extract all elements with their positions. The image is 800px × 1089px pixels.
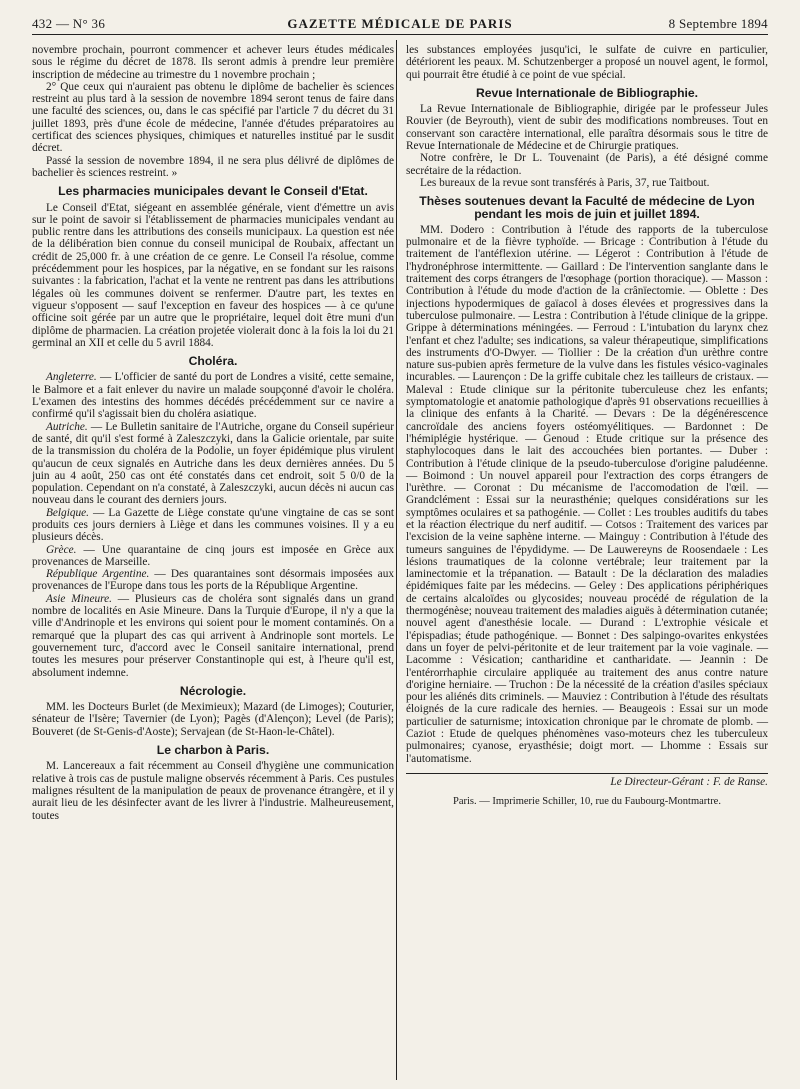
left-column bbox=[32, 44, 394, 822]
paragraph: La Revue Internationale de Bibliographie, dirigée par le professeur Jules Rouvier (de Beyrouth), vient de subir des modifications nombreuses. Tout en conservant son caractère international, elle paraîtra désormais sous le titre de Revue Internationale de Médecine et de Chirurgie pratiques. bbox=[406, 103, 768, 153]
cholera-entry bbox=[32, 544, 394, 569]
section-title-pharmacies: Les pharmacies municipales devant le Conseil d'Etat. bbox=[58, 184, 368, 199]
paragraph: Les bureaux de la revue sont transférés à Paris, 37, rue Taitbout. bbox=[420, 176, 710, 189]
entry-lead: Grèce. bbox=[46, 543, 77, 556]
printer-imprint: Paris. — Imprimerie Schiller, 10, rue du Faubourg-Montmartre. bbox=[453, 796, 721, 808]
column-divider bbox=[396, 40, 397, 1080]
cholera-entry bbox=[32, 568, 394, 593]
cholera-entry bbox=[32, 371, 394, 420]
paragraph: les substances employées jusqu'ici, le sulfate de cuivre en particulier, détériorent les peaux. M. Schutzenberger a proposé un nouvel agent, le formol, qui pourrait être étudié à ce point de vue spécial. bbox=[406, 44, 768, 81]
paragraph: Le Conseil d'Etat, siégeant en assemblée générale, vient d'émettre un avis sur le point de savoir si l'établissement de pharmacies municipales vendant au public rentre dans les attributions des conseils municipaux. La question est née de la délibération bien connue du conseil municipal de Roubaix, affectant un crédit de 25,000 fr. à une création de ce genre. Le Conseil l'a résolue, comme précédemment pour les hospices, par la négative, en se fondant sur les raisons suivantes : la fabrication, l'achat et la vente ne rentrent pas dans les attributions légales où les communes doivent se renfermer. D'autre part, les textes en vigueur s'opposent — sauf l'exception en faveur des hospices — à ce qu'une officine soit gérée par un autre que le propriétaire, lequel doit être muni d'un diplôme de pharmacien. La création projetée violerait donc à la fois la loi du 21 germinal an XII et celle du 5 avril 1884. bbox=[32, 201, 394, 349]
entry-lead: République Argentine. bbox=[46, 568, 150, 581]
paragraph: MM. les Docteurs Burlet (de Meximieux); Mazard (de Limoges); Couturier, sénateur de l'Isère; Tavernier (de Lyon); Pagès (d'Alençon); Level (de Paris); Bouveret (de St-Genis-d'Aoste); Servajean (de St-Haon-le-Châtel). bbox=[32, 701, 394, 738]
entry-text: — La Gazette de Liège constate qu'une vingtaine de cas se sont produits ces jours derniers à Liège et dans les communes voisines. Il y a eu plusieurs décès. bbox=[32, 506, 394, 544]
entry-lead: Autriche. bbox=[46, 420, 88, 433]
entry-text: — L'officier de santé du port de Londres a visité, cette semaine, le Balmore et a fait enlever du navire un malade soupçonné d'avoir le choléra. L'examen des intestins des hommes décédés précédemment sur ce navire a confirmé qu'il s'agissait bien du choléra asiatique. bbox=[32, 371, 394, 421]
paragraph: Passé la session de novembre 1894, il ne sera plus délivré de diplômes de bachelier ès sciences restreint. » bbox=[32, 154, 394, 179]
entry-text: — Le Bulletin sanitaire de l'Autriche, organe du Conseil supérieur de santé, dit qu'il s'est formé à Zaleszczyki, dans la Galicie orientale, par suite de la transmission du choléra de la Podolie, un foyer épidémique plus virulent qu'aucun de ceux signalés en Autriche dans les deux dernières années. Du 5 juin au 4 août, 250 cas ont été constatés dans cet endroit, soit 5 0/0 de la population. Cependant on n'a constaté, à Zaleszczyki, aucun décès ni aucun cas nouveau dans le courant des derniers jours. bbox=[32, 420, 394, 507]
entry-text: — Plusieurs cas de choléra sont signalés dans un grand nombre de localités en Asie Mineure. Dans la Turquie d'Europe, il n'y a que la ville d'Andrinople et les environs qui soient pour le moment contaminés. On a remarqué que la plupart des cas qui arrivent à Andrinople sont mortels. Le gouvernement turc, d'accord avec le Conseil sanitaire international, prend toutes les mesures pour préserver Constantinople qui est, à l'heure qu'il est, absolument indemne. bbox=[32, 592, 394, 679]
cholera-entry bbox=[32, 593, 394, 679]
cholera-entry bbox=[32, 507, 394, 544]
paragraph: Notre confrère, le Dr L. Touvenaint (de Paris), a été désigné comme secrétaire de la rédaction. bbox=[406, 152, 768, 177]
section-title-charbon: Le charbon à Paris. bbox=[156, 743, 270, 758]
section-title-revue: Revue Internationale de Bibliographie. bbox=[475, 85, 699, 100]
entry-lead: Asie Mineure. bbox=[46, 592, 112, 605]
section-title-theses-2: pendant les mois de juin et juillet 1894. bbox=[474, 206, 700, 221]
page-header bbox=[32, 14, 768, 35]
paragraph: M. Lancereaux a fait récemment au Conseil d'hygiène une communication relative à trois cas de pustule maligne observés récemment à Paris. Ces pustules malignes résultent de la manipulation de peaux de provenance étrangère, et il y aurait lieu de les désinfecter avant de les livrer à l'industrie. Malheureusement, toutes bbox=[32, 760, 394, 822]
director-signature: Le Directeur-Gérant : F. de Ranse. bbox=[406, 773, 768, 788]
section-title-theses-1: Thèses soutenues devant la Faculté de médecine de Lyon bbox=[419, 194, 755, 209]
section-title-necrologie: Nécrologie. bbox=[179, 683, 247, 698]
page-number: 432 — N° 36 bbox=[32, 16, 106, 31]
cholera-entry bbox=[32, 421, 394, 507]
issue-date: 8 Septembre 1894 bbox=[668, 16, 768, 31]
right-column bbox=[406, 44, 768, 809]
entry-text: — Des quarantaines sont désormais imposées aux provenances de l'Europe dans tous les ports de la République Argentine. bbox=[32, 568, 394, 593]
journal-title: GAZETTE MÉDICALE DE PARIS bbox=[287, 16, 513, 31]
paragraph: novembre prochain, pourront commencer et achever leurs études médicales sous le régime du décret de 1878. Ils seront admis à prendre leur première inscription de médecine au trimestre du 1 novembre prochain ; bbox=[32, 44, 394, 81]
entry-lead: Angleterre. bbox=[46, 371, 97, 384]
entry-lead: Belgique. bbox=[46, 506, 89, 519]
paragraph: MM. Dodero : Contribution à l'étude des rapports de la tuberculose pulmonaire et de la fièvre typhoïde. — Bricage : Contribution à l'étude du traitement de l'antéflexion utérine. — Légerot : Contribution à l'étude de l'hydronéphrose intermittente. — Gaillard : De l'intervention sanglante dans le traitement des corps étrangers de l'œsophage (portion thoracique). — Masson : Contribution à l'étude du mode d'action de la crânïectomie. — Oblette : Des injections hypodermiques de gaïacol à doses élevées et progressives dans la tuberculose pulmonaire. — Lestra : Contribution à l'étude clinique de la grippe. Grippe à déterminations méningées. — Ferroud : L'intubation du larynx chez l'enfant et chez l'adulte; ses indications, sa valeur thérapeutique, simplifications des instruments d'O-Dwyer. — Tiollier : De la création d'un urèthre contre nature sus-pubien après fermeture de la vulve dans les fistules vésico-vaginales incurables. — Laurençon : De la griffe cubitale chez les tailleurs de cristaux. — Maleval : Etude clinique sur la péritonite tuberculeuse chez les enfants; symptomatologie et anatomie pathologique d'après 91 observations recueillies à la clinique des enfants à la Charité. — Devars : De la dégénérescence cancroïdale des anciens foyers ostéomyélitiques. — Bardonnet : De l'hémiplégie hystérique. — Genoud : Etude critique sur la présence des staphylocoques dans le lait des accouchées bien portantes. — Duber : Contribution à l'étude clinique de la pseudo-tuberculose d'origine paludéenne. — Boimond : Un nouvel appareil pour l'extraction des corps étrangers de l'urèthre. — Coronat : Du mécanisme de l'accomodation de l'œil. — Grandclément : Essai sur la neurasthénie; quelques considérations sur les symptômes oculaires et sa pathogénie. — Collet : Les troubles auditifs du tabes et la réaction électrique du nerf auditif. — Cotsos : Traitement des varices par l'excision de la veine saphène interne. — Mainguy : Contribution à l'étude des tumeurs sanguines de l'épydidyme. — De Lauwereyns de Roosendaele : Les lésions traumatiques de la colonne vertébrale; leur traitement par la laminectomie et la trépanation. — Batault : De la déclaration des maladies épidémiques faite par les médecins. — Geley : Des applications périphériques de certains alcaloïdes ou glycosides; nouveau procédé de régulation de la thermogénèse; nouveau traitement des maladies aiguës à détermination cutanée; nouvel agent d'anesthésie locale. — Durand : L'extrophie vésicale et l'épispadias; étude pathogénique. — Bonnet : Des salpingo-ovarites enkystées dans un foyer de pelvi-péritonite et de leur traitement par la voie vaginale. — Lacomme : Vésication; cantharidine et cantharidate. — Jeannin : De l'entérorrhaphie circulaire appliquée au traitement des anus contre nature d'origine herniaire. — Truchon : De la nécessité de la création d'asiles spéciaux pour les aliénés dits criminels. — Mauviez : Contribution à l'étude des résultats éloignés de la cure radicale des hernies. — Beaugeois : Essai sur un mode particulier de saturnisme; intoxication chronique par le chromate de plomb. — Caziot : Etude de quelques phénomènes vaso-moteurs chez les tuberculeux pulmonaires; cyanose, eryasthésie; doigt mort. — Lhomme : Essais sur l'automatisme. bbox=[406, 223, 768, 765]
entry-text: — Une quarantaine de cinq jours est imposée en Grèce aux provenances de Marseille. bbox=[32, 543, 394, 568]
section-title-cholera: Choléra. bbox=[188, 354, 238, 369]
paragraph: 2° Que ceux qui n'auraient pas obtenu le diplôme de bachelier ès sciences restreint au plus tard à la session de novembre 1894 seront tenus de faire dans une faculté des sciences, ou, dans le cas spécifié par l'article 7 du décret du 31 juillet 1893, près d'une école de médecine, l'année d'études préparatoires au certificat des sciences physiques, chimiques et naturelles institué par le susdit décret. bbox=[32, 80, 394, 155]
